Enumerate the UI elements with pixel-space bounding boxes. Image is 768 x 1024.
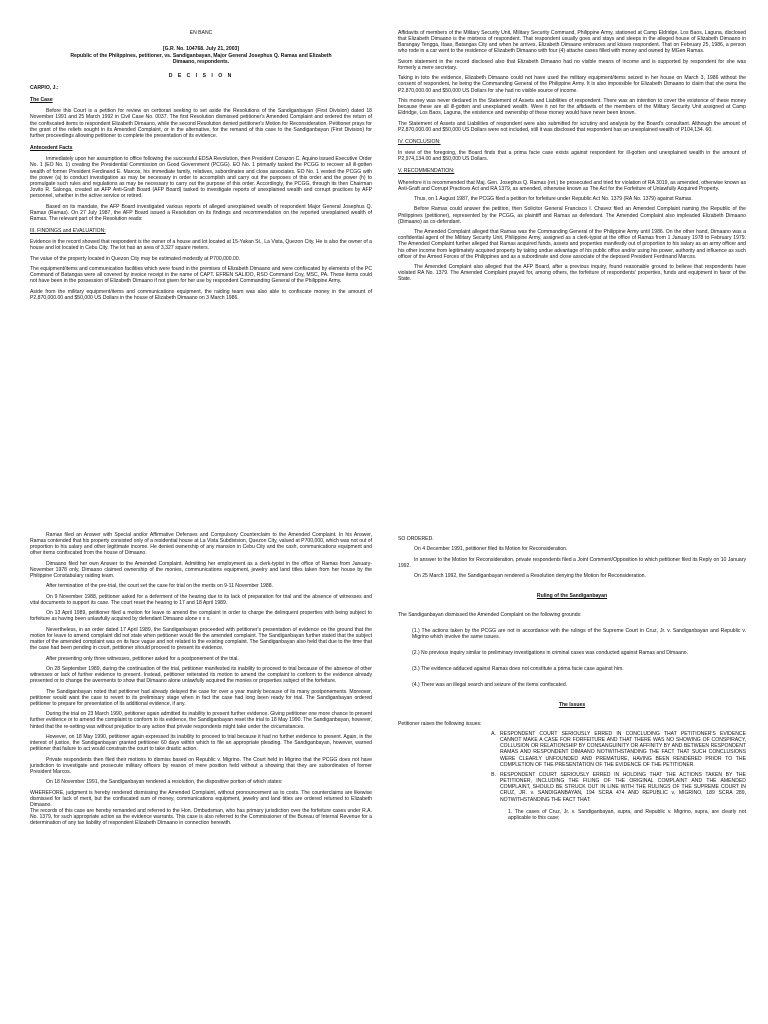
paragraph: On 18 November 1991, the Sandiganbayan rendered a resolution, the dispositive portion of which states:: [46, 779, 283, 786]
paragraph: Immediately upon her assumption to office following the successful EDSA Revolution, then President Corazon C. Aquino issued Executive Order No. 1 (EO No. 1) creating the Presidential Commission on Good Government (PCGG). EO No. 1 primarily tasked the PCGG to recover all ill-gotten wealth of former President Ferdinand E. Marcos, his immediate family, relatives, subordinates and close associates. EO No. 1 vested the PCGG with the power (a) to conduct investigation as may be necessary in order to accomplish and carry out the purposes of this order and the power (h) to promulgate such rules and regulations as may be necessary to carry out the purpose of this order. Accordingly, the PCGG, through its then Chairman Jovito R. Salonga, created an AFP Anti-Graft Board (AFP Board) tasked to investigate reports of unexplained wealth and corrupt practices by AFP personnel, whether in the active service or retired.: [30, 156, 372, 200]
issue-text: RESPONDENT COURT SERIOUSLY ERRED IN HOLDING THAT THE ACTIONS TAKEN BY THE PETITIONER, INCLUDING THE FILING OF THE ORIGINAL COMPLAINT AND THE AMENDED COMPLAINT, SHOULD BE STRUCK OUT IN LINE WITH THE RULINGS OF THE SUPREME COURT IN CRUZ, JR. v. SANDIGANBAYAN, 194 SCRA 474 AND REPUBLIC v. MIGRINO, 189 SCRA 289, NOTWITHSTANDING THE FACT THAT:: [500, 771, 746, 803]
paragraph: In answer to the Motion for Reconsideration, private respondents filed a Joint Comment/Opposition to which petitioner filed its Reply on 10 January 1992.: [398, 556, 746, 569]
paragraph: Dimaano filed her own Answer to the Amended Complaint. Admitting her employment as a clerk-typist in the office of Ramas from January-November 1978 only, Dimaano claimed ownership of the monies, communications equipment, jewelry and land titles taken from her house by the Philippine Constabulary raiding team.: [30, 560, 372, 580]
paragraph: Ramas filed an Answer with Special and/or Affirmative Defenses and Compulsory Counterclaim to the Amended Complaint. In his Answer, Ramas contended that his property consisted only of a residential house at La Vista Subdivision, Quezon City, valued at P700,000, which was not out of proportion to his salary and other legitimate income. He denied ownership of any mansion in Cebu City and the cash, communications equipment and other items confiscated from the house of Dimaano.: [30, 532, 372, 557]
paragraph: The Amended Complaint alleged that Ramas was the Commanding General of the Philippine Army until 1986. On the other hand, Dimaano was a confidential agent of the Military Security Unit, Philippine Army, assigned as a clerk-typist at the office of Ramas from 1 January 1978 to February 1979. The Amended Complaint further alleged that Ramas acquired funds, assets and properties manifestly out of proportion to his salary as an army officer and his other income from legitimately acquired property by taking undue advantage of his public office and/or using his power, authority and influence as such officer of the Armed Forces of the Philippines and as a subordinate and close associate of the deposed President Ferdinand Marcos.: [398, 229, 746, 260]
issue-marker: B.: [491, 771, 496, 778]
heading-antecedent-facts: Antecedent Facts: [30, 145, 73, 152]
heading-the-case: The Case: [30, 97, 53, 104]
paragraph: The equipment/items and communication facilities which were found in the premises of Elizabeth Dimaano and were confiscated by elements of the PC Command of Batangas were all covered by invoice receipt in the name of CAPT. EFREN SALIDO, RSO Command Coy, MSC, PA. These items could not have been in the possession of Elizabeth Dimaano if not given for her use by respondent Commanding General of the Philippine Army.: [30, 265, 372, 285]
paragraph: Before Ramas could answer the petition, then Solicitor General Francisco I. Chavez filed an Amended Complaint naming the Republic of the Philippines (petitioner), represented by the PCGG, as plaintiff and Ramas as defendant. The Amended Complaint also impleaded Elizabeth Dimaano (Dimaano) as co-defendant.: [398, 206, 746, 225]
paragraph: This money was never declared in the Statement of Assets and Liabilities of respondent. There was an intention to cover the existence of these money because these are all ill-gotten and unexplained wealth. Were it not for the affidavits of the members of the Military Security Unit assigned at Camp Eldridge, Los Baos, Laguna, the existence and ownership of these money would have never been known.: [398, 97, 746, 117]
paragraph: Evidence in the record showed that respondent is the owner of a house and lot located at 15-Yakan St., La Vista, Quezon City. He is also the owner of a house and lot located in Cebu City. The lot has an area of 3,327 square meters.: [30, 239, 372, 252]
case-parties: Republic of the Philippines, petitioner, vs. Sandiganbayan, Major General Josephus Q. Ramas and Elizabeth Dimaano, respondents.: [70, 52, 332, 65]
heading-findings: III. FINDINGS and EVALUATION:: [30, 227, 106, 234]
paragraph: In view of the foregoing, the Board finds that a prima facie case exists against respondent for ill-gotten and unexplained wealth in the amount of P2,974,134.00 and $50,000 US Dollars.: [398, 150, 746, 163]
paragraph: Sworn statement in the record disclosed also that Elizabeth Dimaano had no visible means of income and is supported by respondent for she was formerly a mere secretary.: [398, 58, 746, 71]
sub-issue: 1. The cases of Cruz, Jr. v. Sandiganbayan, supra, and Republic v. Migrino, supra, are clearly not applicable to this case;: [508, 808, 746, 821]
heading-ruling: Ruling of the Sandiganbayan: [536, 593, 608, 600]
page-4: [384, 512, 768, 1024]
paragraph: On 28 September 1989, during the continuation of the trial, petitioner manifested its inability to proceed to trial because of the absence of other witnesses or lack of further evidence to present. Instead, petitioner reiterated its motion to amend the complaint to conform to the evidence already presented or to change the averments to show that Dimaano alone unlawfully acquired the monies or properties subject of the forfeiture.: [30, 665, 372, 685]
paragraph: Taking in toto the evidence, Elizabeth Dimaano could not have used the military equipment/items seized in her house on March 3, 1986 without the consent of respondent, he being the Commanding General of the Philippine Army. It is also impossible for Elizabeth Dimaano to claim that she owns the P2,870,000.00 and $50,000 US Dollars for she had no visible source of income.: [398, 75, 746, 94]
paragraph: After termination of the pre-trial, the court set the case for trial on the merits on 9-11 November 1988.: [46, 583, 273, 590]
paragraph: On 9 November 1988, petitioner asked for a deferment of the hearing due to its lack of preparation for trial and the absence of witnesses and vital documents to support its case. The court reset the hearing to 17 and 18 April 1989.: [30, 593, 372, 606]
issue-marker: A.: [491, 730, 496, 737]
heading-issues: The Issues: [558, 702, 586, 709]
ponente: CARPIO, J.:: [30, 84, 59, 91]
ground-item: (3.) The evidence adduced against Ramas does not constitute a prima facie case against him.: [412, 666, 624, 673]
page-1: [0, 0, 384, 512]
paragraph: After presenting only three witnesses, petitioner asked for a postponement of the trial.: [46, 655, 239, 662]
paragraph: Nevertheless, in an order dated 17 April 1989, the Sandiganbayan proceeded with petitioner's presentation of evidence on the ground that the motion for leave to amend complaint did not state when petitioner would file the amended complaint. The Sandiganbayan further stated that the subject matter of the amended complaint was on its face vague and not related to the existing complaint. The Sandiganbayan also held that due to the time that the case had been pending in court, petitioner should proceed to present its evidence.: [30, 626, 372, 652]
heading-conclusion: IV. CONCLUSION:: [398, 138, 441, 145]
issue-a: [468, 731, 746, 768]
paragraph: SO ORDERED.: [398, 536, 434, 542]
paragraph: The Amended Complaint also alleged that the AFP Board, after a previous inquiry, found reasonable ground to believe that respondents have violated RA No. 1379. The Amended Complaint prayed for, among others, the forfeiture of respondents' properties, funds and equipment in favor of the State.: [398, 264, 746, 283]
paragraph: On 4 December 1991, petitioner filed its Motion for Reconsideration.: [414, 546, 568, 553]
paragraph: Private respondents then filed their motions to dismiss based on Republic v. Migrino. The Court held in Migrino that the PCGG does not have jurisdiction to investigate and prosecute military officers by reason of mere position held without a showing that they are subordinates of former President Marcos.: [30, 756, 372, 775]
heading-recommendation: V. RECOMMENDATION:: [398, 168, 455, 175]
page-3: [0, 512, 384, 1024]
ground-item: (4.) There was an illegal search and seizure of the items confiscated.: [412, 682, 568, 689]
issue-text: RESPONDENT COURT SERIOUSLY ERRED IN CONCLUDING THAT PETITIONER'S EVIDENCE CANNOT MAKE A CASE FOR FORFEITURE AND THAT THERE WAS NO SHOWING OF CONSPIRACY, COLLUSION OR RELATIONSHIP BY CONSANGUINITY OR AFFINITY BY AND BETWEEN RESPONDENT RAMAS AND RESPONDENT DIMAANO NOTWITHSTANDING THE FACT THAT SUCH CONCLUSIONS WERE CLEARLY UNFOUNDED AND PREMATURE, HAVING BEEN RENDERED PRIOR TO THE COMPLETION OF THE PRESENTATION OF THE EVIDENCE OF THE PETITIONER.: [500, 730, 746, 768]
paragraph: The Statement of Assets and Liabilities of respondent were also submitted for scrutiny and analysis by the Board's consultant. Although the amount of P2,870,000.00 and $50,000 US Dollars were not included, still it was disclosed that respondent has an unexplained wealth of P104,134. 60.: [398, 120, 746, 133]
page-2: [384, 0, 768, 512]
paragraph: However, on 18 May 1990, petitioner again expressed its inability to proceed to trial because it had no further evidence to present. Again, in the interest of justice, the Sandiganbayan granted petitioner 60 days within which to file an appropriate pleading. The Sandiganbayan, however, warned petitioner that failure to act would constrain the court to take drastic action.: [30, 733, 372, 753]
paragraph: WHEREFORE, judgment is hereby rendered dismissing the Amended Complaint, without pronouncement as to costs. The counterclaims are likewise dismissed for lack of merit, but the confiscated sum of money, communications equipment, jewelry and land titles are ordered returned to Elizabeth Dimaano.: [30, 789, 372, 808]
paragraph: On 25 March 1992, the Sandiganbayan rendered a Resolution denying the Motion for Reconsideration.: [414, 573, 646, 580]
paragraph: The Sandiganbayan noted that petitioner had already delayed the case for over a year mainly because of its many postponements. Moreover, petitioner would want the case to revert to its preliminary stage when in fact the case had long been ready for trial. The Sandiganbayan ordered petitioner to prepare for presentation of its additional evidence, if any.: [30, 688, 372, 707]
paragraph: On 13 April 1989, petitioner filed a motion for leave to amend the complaint in order to charge the delinquent properties with being subject to forfeiture as having been unlawfully acquired by defendant Dimaano alone x x x.: [30, 610, 372, 623]
ground-item: (2.) No previous inquiry similar to preliminary investigations in criminal cases was conducted against Ramas and Dimaano.: [412, 649, 689, 656]
case-number: [G.R. No. 104768. July 21, 2003]: [162, 46, 240, 53]
decision-heading: D E C I S I O N: [168, 72, 234, 79]
paragraph: During the trial on 23 March 1990, petitioner again admitted its inability to present further evidence. Giving petitioner one more chance to present further evidence or to amend the complaint to conform to its evidence, the Sandiganbayan reset the trial to 18 May 1990. The Sandiganbayan, however, hinted that the re-setting was without prejudice to any action that private respondents might take under the circumstances.: [30, 711, 372, 730]
ground-item: (1.) The actions taken by the PCGG are not in accordance with the rulings of the Supreme Court in Cruz, Jr. v. Sandiganbayan and Republic v. Migrino which involve the same issues.: [412, 627, 746, 640]
paragraph: Affidavits of members of the Military Security Unit, Military Security Command, Philippine Army, stationed at Camp Eldridge, Los Baos, Laguna, disclosed that Elizabeth Dimaano is the mistress of respondent. That respondent usually goes and stays and sleeps in the alleged house of Elizabeth Dimaano in Barangay Tengga, Itaas, Batangas City and when he arrives, Elizabeth Dimaano embraces and kisses respondent. That on February 25, 1986, a person who rode in a car went to the residence of Elizabeth Dimaano with four (4) attache cases filled with money and owned by MGen Ramas.: [398, 30, 746, 55]
paragraph: Petitioner raises the following issues:: [398, 720, 482, 727]
paragraph: Before this Court is a petition for review on certiorari seeking to set aside the Resolutions of the Sandiganbayan (First Division) dated 18 November 1991 and 25 March 1992 in Civil Case No. 0037. The first Resolution dismissed petitioner's Amended Complaint and ordered the return of the confiscated items to respondent Elizabeth Dimaano, while the second Resolution denied petitioner's Motion for Reconsideration. Petitioner prays for the grant of the reliefs sought in its Amended Complaint, or in the alternative, for the remand of this case to the Sandiganbayan (First Division) for further proceedings allowing petitioner to complete the presentation of its evidence.: [30, 108, 372, 139]
paragraph: Thus, on 1 August 1987, the PCGG filed a petition for forfeiture under Republic Act No. 1379 (RA No. 1379) against Ramas.: [414, 196, 693, 203]
paragraph: Aside from the military equipment/items and communications equipment, the raiding team was also able to confiscate money in the amount of P2,870,000.00 and $50,000 US Dollars in the house of Elizabeth Dimaano on 3 March 1986.: [30, 288, 372, 301]
court-division: EN BANC: [189, 30, 213, 36]
issue-b: [468, 772, 746, 803]
paragraph: The value of the property located in Quezon City may be estimated modestly at P700,000.00.: [30, 255, 241, 262]
paragraph: The Sandiganbayan dismissed the Amended Complaint on the following grounds:: [398, 611, 582, 618]
paragraph: Based on its mandate, the AFP Board investigated various reports of alleged unexplained wealth of respondent Major General Josephus Q. Ramas (Ramas). On 27 July 1987, the AFP Board issued a Resolution on its findings and recommendation on the reported unexplained wealth of Ramas. The relevant part of the Resolution reads:: [30, 203, 372, 222]
paragraph: Wherefore it is recommended that Maj. Gen. Josephus Q. Ramas (ret.) be prosecuted and tried for violation of RA 3019, as amended, otherwise known as Anti-Graft and Corrupt Practices Act and RA 1379, as amended, otherwise known as The Act for the Forfeiture of Unlawfully Acquired Property.: [398, 179, 746, 192]
paragraph: The records of this case are hereby remanded and referred to the Hon. Ombudsman, who has primary jurisdiction over the forfeiture cases under R.A. No. 1379, for such appropriate action as the evidence warrants. This case is also referred to the Commissioner of the Bureau of Internal Revenue for a determination of any tax liability of respondent Elizabeth Dimaano in connection herewith.: [30, 808, 372, 827]
